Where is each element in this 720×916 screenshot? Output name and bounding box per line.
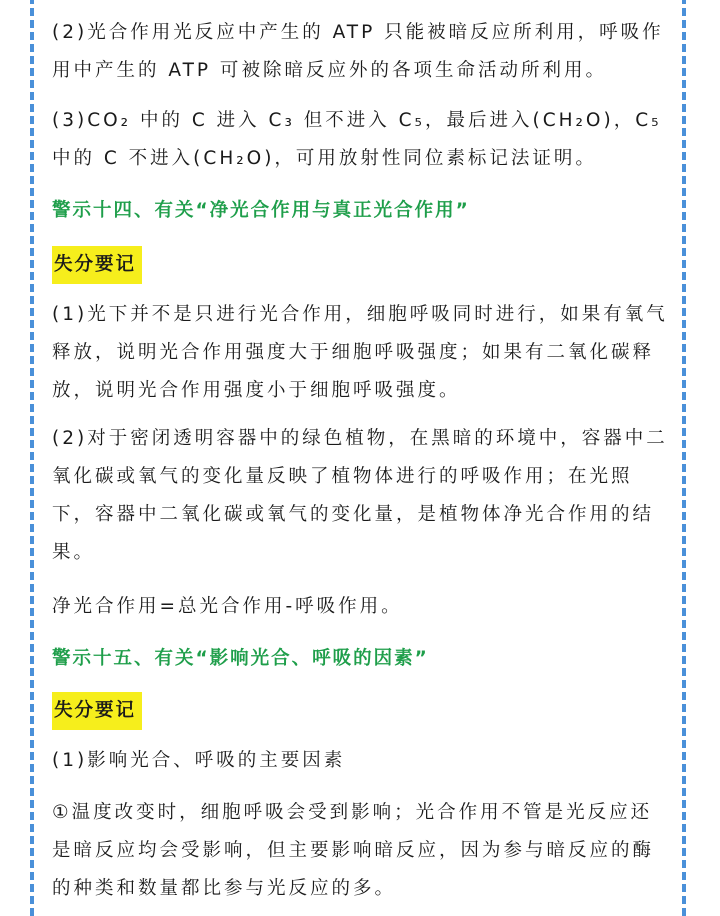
heading-warning-15: 警示十五、有关“影响光合、呼吸的因素” [52, 648, 429, 669]
paragraph-text: 净光合作用=总光合作用-呼吸作用。 [52, 596, 403, 617]
corner-decoration [684, 811, 714, 881]
paragraph-light-respiration [52, 296, 672, 410]
paragraph-net-photosynthesis [52, 588, 672, 626]
paragraph-sealed-container [52, 420, 672, 572]
paragraph-main-factors [52, 742, 672, 780]
paragraph-text: (2)光合作用光反应中产生的 ATP 只能被暗反应所利用，呼吸作用中产生的 ATP 可被除暗反应外的各项生命活动所利用。 [52, 22, 664, 81]
highlight-tag: 失分要记 [52, 246, 142, 284]
paragraph-text: (1)光下并不是只进行光合作用，细胞呼吸同时进行，如果有氧气释放，说明光合作用强度大于细胞呼吸强度；如果有二氧化碳释放，说明光合作用强度小于细胞呼吸强度。 [52, 304, 668, 401]
paragraph-co2-carbon [52, 102, 672, 178]
paragraph-atp-usage [52, 14, 672, 90]
paragraph-text: (1)影响光合、呼吸的主要因素 [52, 750, 346, 771]
paragraph-text: (3)CO₂ 中的 C 进入 C₃ 但不进入 C₅，最后进入(CH₂O)，C₅ 中的 C 不进入(CH₂O)，可用放射性同位素标记法证明。 [52, 110, 662, 169]
heading-warning-14: 警示十四、有关“净光合作用与真正光合作用” [52, 200, 470, 221]
paragraph-temperature [52, 794, 672, 908]
highlight-tag: 失分要记 [52, 692, 142, 730]
paragraph-text: (2)对于密闭透明容器中的绿色植物，在黑暗的环境中，容器中二氧化碳或氧气的变化量反映了植物体进行的呼吸作用；在光照下，容器中二氧化碳或氧气的变化量，是植物体净光合作用的结果。 [52, 428, 668, 563]
paragraph-text: ①温度改变时，细胞呼吸会受到影响；光合作用不管是光反应还是暗反应均会受影响，但主要影响暗反应，因为参与暗反应的酶的种类和数量都比参与光反应的多。 [52, 802, 655, 899]
